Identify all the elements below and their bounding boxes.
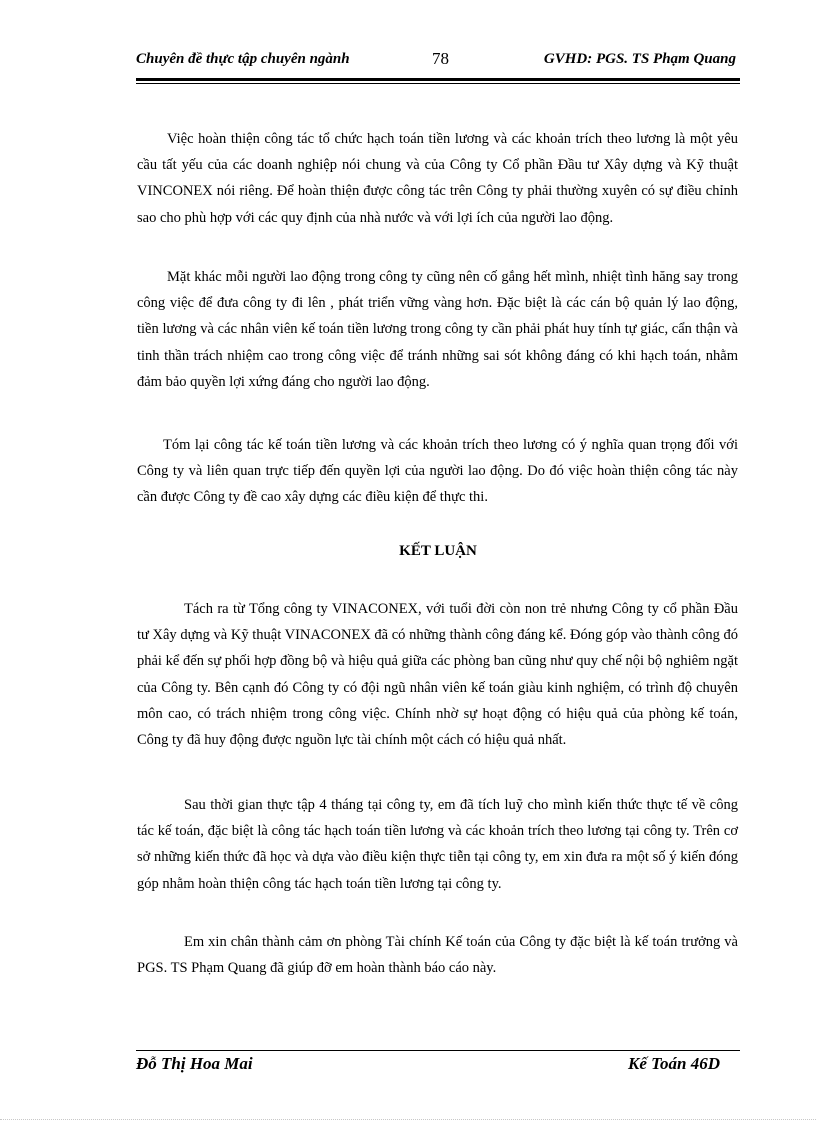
paragraph: Tách ra từ Tổng công ty VINACONEX, với tuổi đời còn non trẻ nhưng Công ty cổ phần Đầu tư Xây dựng và Kỹ thuật VINACONEX đã có những thành công đáng kể. Đóng góp vào thành công đó phải kể đến sự phối hợp đồng bộ và hiệu quả giữa các phòng ban cũng như quy chế nội bộ nghiêm ngặt của Công ty. Bên cạnh đó Công ty có đội ngũ nhân viên kế toán giàu kinh nghiệm, có trình độ chuyên môn cao, có trách nhiệm trong công việc. Chính nhờ sự hoạt động có hiệu quả của phòng kế toán, Công ty đã huy động được nguồn lực tài chính một cách có hiệu quả nhất. — [137, 601, 738, 749]
paragraph: Mặt khác mỗi người lao động trong công ty cũng nên cố gắng hết mình, nhiệt tình hăng say trong công việc để đưa công ty đi lên , phát triển vững vàng hơn. Đặc biệt là các cán bộ quản lý lao động, tiền lương và các nhân viên kế toán tiền lương trong công ty cần phải phát huy tính tự giác, cẩn thận và tinh thần trách nhiệm cao trong công việc để tránh những sai sót không đáng có khi hạch toán, nhằm đảm bảo quyền lợi xứng đáng cho người lao động. — [137, 269, 738, 390]
header-rule-thin — [136, 83, 740, 84]
footer-author: Đỗ Thị Hoa Mai — [136, 1054, 253, 1073]
page-header — [136, 49, 740, 71]
page-number: 78 — [432, 49, 449, 68]
conclusion-heading: KẾT LUẬN — [399, 543, 477, 559]
footer-class: Kế Toán 46D — [628, 1054, 720, 1073]
header-supervisor: GVHD: PGS. TS Phạm Quang — [543, 51, 736, 67]
header-rule-thick — [136, 78, 740, 81]
header-title: Chuyên đề thực tập chuyên ngành — [136, 51, 350, 67]
page-footer — [136, 1054, 740, 1078]
footer-rule — [136, 1050, 740, 1051]
page-edge-dotted-line — [0, 1119, 816, 1120]
paragraph: Sau thời gian thực tập 4 tháng tại công ty, em đã tích luỹ cho mình kiến thức thực tế về công tác kế toán, đặc biệt là công tác hạch toán tiền lương và các khoản trích theo lương tại công ty. Trên cơ sở những kiến thức đã học và dựa vào điều kiện thực tiễn tại công ty, em xin đưa ra một số ý kiến đóng góp nhằm hoàn thiện công tác hạch toán tiền lương tại công ty. — [137, 797, 738, 892]
paragraph: Tóm lại công tác kế toán tiền lương và các khoản trích theo lương có ý nghĩa quan trọng đối với Công ty và liên quan trực tiếp đến quyền lợi của người lao động. Do đó việc hoàn thiện công tác này cần được Công ty đề cao xây dựng các điều kiện để thực thi. — [137, 437, 738, 506]
paragraph: Em xin chân thành cảm ơn phòng Tài chính Kế toán của Công ty đặc biệt là kế toán trưởng và PGS. TS Phạm Quang đã giúp đỡ em hoàn thành báo cáo này. — [137, 934, 738, 977]
paragraph: Việc hoàn thiện công tác tổ chức hạch toán tiền lương và các khoản trích theo lương là một yêu cầu tất yếu của các doanh nghiệp nói chung và của Công ty Cổ phần Đầu tư Xây dựng và Kỹ thuật VINCONEX nói riêng. Để hoàn thiện được công tác trên Công ty phải thường xuyên có sự điều chỉnh sao cho phù hợp với các quy định của nhà nước và với lợi ích của người lao động. — [137, 131, 738, 226]
